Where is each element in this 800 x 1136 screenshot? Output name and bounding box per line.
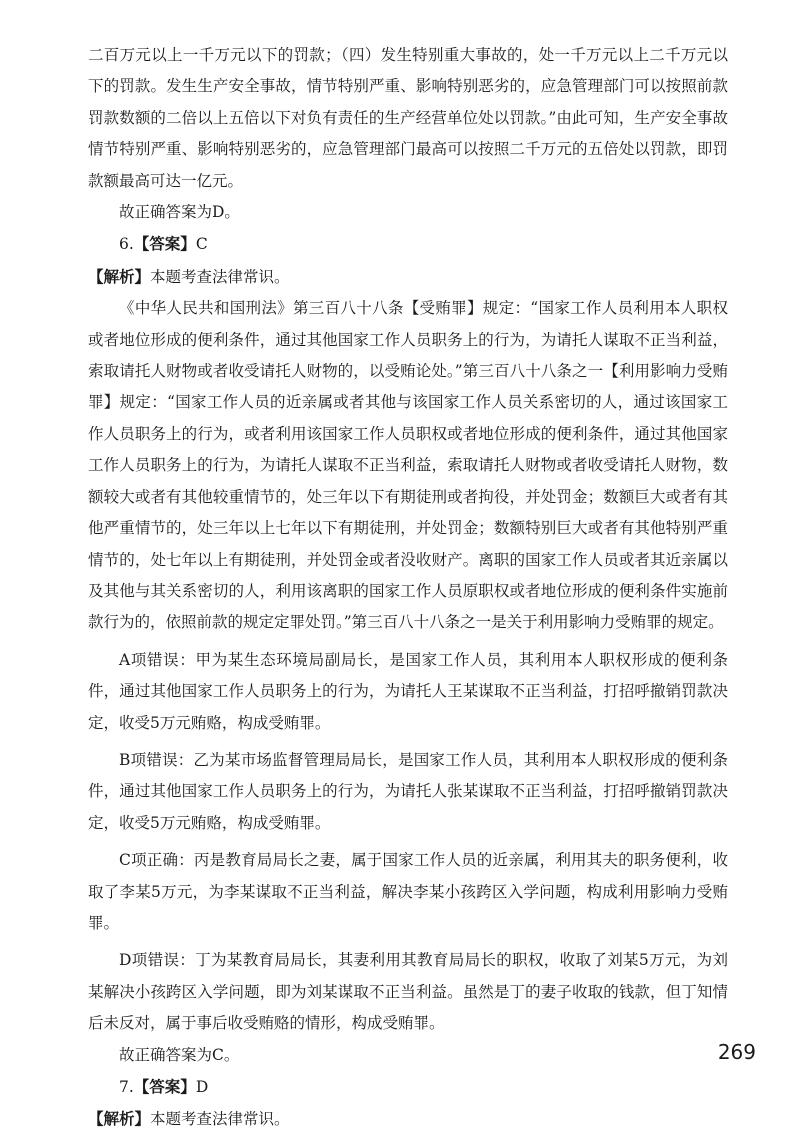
page-number: 269 — [717, 1040, 756, 1064]
answer-value: D — [195, 1078, 209, 1096]
paragraph-option-d: D项错误：丁为某教育局局长，其妻利用其教育局局长的职权，收取了刘某5万元，为刘某解决小孩跨区入学问题，即为刘某谋取不正当利益。虽然是丁的妻子收取的钱款，但丁知情后未反对，属于事后收受贿赂的情形，构成受贿罪。 — [88, 951, 728, 1033]
question-number: 6. — [119, 235, 134, 254]
analysis-label: 【解析】 — [88, 1109, 151, 1129]
paragraph-option-a: A项错误：甲为某生态环境局副局长，是国家工作人员，其利用本人职权形成的便利条件，通过其他国家工作人员职务上的行为，为请托人王某谋取不正当利益，打招呼撤销罚款决定，收受5万元贿赂，构成受贿罪。 — [88, 650, 728, 732]
paragraph-answer-conclusion-6: 故正确答案为C。 — [119, 1045, 240, 1064]
answer-value: C — [195, 235, 208, 254]
answer-label: 【答案】 — [133, 1077, 196, 1096]
analysis-heading-6 — [88, 261, 728, 293]
paragraph-answer-conclusion-5: 故正确答案为D。 — [119, 203, 240, 222]
analysis-heading-7 — [88, 1103, 728, 1135]
paragraph-continued-penalty: 二百万元以上一千万元以下的罚款；（四）发生特别重大事故的，处一千万元以上二千万元以下的罚款。发生生产安全事故，情节特别严重、影响特别恶劣的，应急管理部门可以按照前款罚款数额的二倍以上五倍以下对负有责任的生产经营单位处以罚款。”由此可知，生产安全事故情节特别严重、影响特别恶劣的，应急管理部门最高可以按照二千万元的五倍处以罚款，即罚款额最高可达一亿元。 — [88, 46, 728, 190]
analysis-label: 【解析】 — [88, 266, 151, 286]
paragraph-option-b: B项错误：乙为某市场监督管理局局长，是国家工作人员，其利用本人职权形成的便利条件，通过其他国家工作人员职务上的行为，为请托人张某谋取不正当利益，打招呼撤销罚款决定，收受5万元贿赂，构成受贿罪。 — [88, 750, 728, 832]
paragraph-criminal-law-articles: 《中华人民共和国刑法》第三百八十八条【受贿罪】规定：“国家工作人员利用本人职权或者地位形成的便利条件，通过其他国家工作人员职务上的行为，为请托人谋取不正当利益，索取请托人财物或者收受请托人财物的，以受贿论处。”第三百八十八条之一【利用影响力受贿罪】规定：“国家工作人员的近亲属或者其他与该国家工作人员关系密切的人，通过该国家工作人员职务上的行为，或者利用该国家工作人员职权或者地位形成的便利条件，通过其他国家工作人员职务上的行为，为请托人谋取不正当利益，索取请托人财物或者收受请托人财物，数额较大或者有其他较重情节的，处三年以下有期徒刑或者拘役，并处罚金；数额巨大或者有其他严重情节的，处三年以上七年以下有期徒刑，并处罚金；数额特别巨大或者有其他特别严重情节的，处七年以上有期徒刑，并处罚金或者没收财产。离职的国家工作人员或者其近亲属以及其他与其关系密切的人，利用该离职的国家工作人员原职权或者地位形成的便利条件实施前款行为的，依照前款的规定定罪处罚。”第三百八十八条之一是关于利用影响力受贿罪的规定。 — [88, 299, 728, 632]
answer-heading-7 — [88, 1071, 728, 1103]
answer-label: 【答案】 — [133, 234, 196, 254]
page-body — [88, 40, 728, 1136]
analysis-text: 本题考查法律常识。 — [150, 1110, 290, 1129]
answer-heading-6 — [88, 228, 728, 260]
analysis-text: 本题考查法律常识。 — [150, 267, 290, 286]
question-number: 7. — [119, 1078, 134, 1096]
paragraph-option-c: C项正确：丙是教育局局长之妻，属于国家工作人员的近亲属，利用其夫的职务便利，收取了李某5万元，为李某谋取不正当利益，解决李某小孩跨区入学问题，构成利用影响力受贿罪。 — [88, 851, 728, 932]
